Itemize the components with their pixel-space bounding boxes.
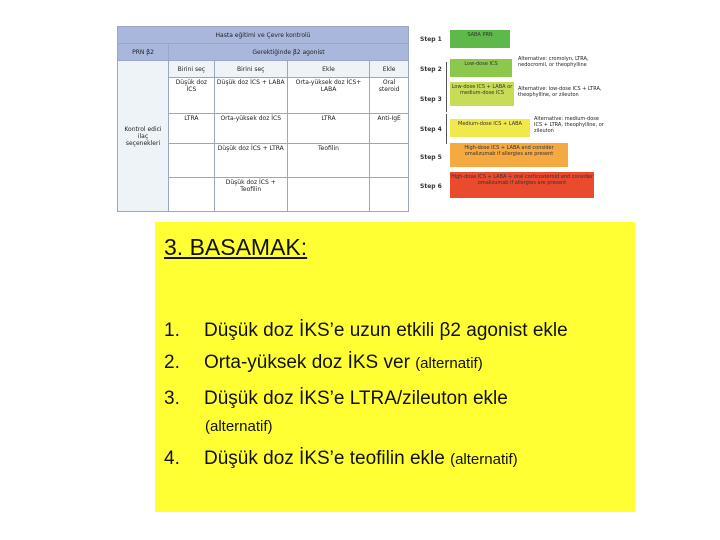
step3-panel bbox=[155, 222, 635, 512]
table-cell bbox=[169, 144, 215, 178]
step-box-4: Medium-dose ICS + LABA bbox=[450, 119, 530, 137]
table-cell: LTRA bbox=[169, 114, 215, 144]
item-alt: (alternatif) bbox=[415, 355, 483, 372]
table-cell: Düşük doz İCS bbox=[169, 78, 215, 114]
item-alt: (alternatif) bbox=[205, 418, 273, 435]
list-item bbox=[164, 320, 568, 342]
step-label: Step 2 bbox=[420, 66, 442, 73]
list-item bbox=[164, 352, 483, 374]
steps-diagram bbox=[418, 26, 604, 204]
step-box-2: Low-dose ICS bbox=[450, 59, 512, 77]
step-label: Step 5 bbox=[420, 154, 442, 161]
alternative-text: Alternative: cromolyn, LTRA, nedocromil, or theophylline bbox=[518, 56, 589, 68]
table-cell: Anti-IgE bbox=[370, 114, 409, 144]
step-label: Step 1 bbox=[420, 36, 442, 43]
side-label: Kontrol edici ilaç seçenekleri bbox=[118, 61, 169, 212]
table-cell: Orta-yüksek doz İCS bbox=[214, 114, 287, 144]
step-box-1: SABA PRN bbox=[450, 30, 510, 48]
prn-label: PRN β2 bbox=[118, 44, 169, 61]
panel-heading: 3. BASAMAK: bbox=[164, 234, 308, 260]
list-item bbox=[164, 388, 508, 410]
step-label: Step 6 bbox=[420, 183, 442, 190]
item-number: 1. bbox=[164, 320, 180, 341]
step-label: Step 4 bbox=[420, 126, 442, 133]
table-cell: Orta-yüksek doz İCS+ LABA bbox=[287, 78, 370, 114]
list-item bbox=[164, 448, 518, 470]
table-cell: Oral steroid bbox=[370, 78, 409, 114]
alternative-text: Alternative: medium-dose ICS + LTRA, theophylline, or zileuton bbox=[534, 116, 604, 134]
table-cell bbox=[370, 144, 409, 178]
item-text: Orta-yüksek doz İKS ver bbox=[204, 352, 410, 373]
step-box-3: Low-dose ICS + LABA or medium-dose ICS bbox=[450, 82, 514, 106]
item-number: 3. bbox=[164, 388, 180, 409]
item-text: Düşük doz İKS’e LTRA/zileuton ekle bbox=[204, 388, 508, 409]
alternative-text: Alternative: low-dose ICS + LTRA, theophylline, or zileuton bbox=[518, 86, 602, 98]
item-text: Düşük doz İKS’e teofilin ekle bbox=[204, 448, 445, 469]
table-cell: Ekle bbox=[370, 61, 409, 78]
step-label: Step 3 bbox=[420, 96, 442, 103]
table-cell: Düşük doz İCS + Teofilin bbox=[214, 178, 287, 212]
item-number: 4. bbox=[164, 448, 180, 469]
item-alt: (alternatif) bbox=[450, 451, 518, 468]
table-cell: Düşük doz İCS + LABA bbox=[214, 78, 287, 114]
table-cell: Düşük doz İCS + LTRA bbox=[214, 144, 287, 178]
table-cell bbox=[287, 178, 370, 212]
table-cell: Ekle bbox=[287, 61, 370, 78]
prn-desc: Gerektiğinde β2 agonist bbox=[169, 44, 409, 61]
table-cell: Birini seç bbox=[169, 61, 215, 78]
item-number: 2. bbox=[164, 352, 180, 373]
table-cell: Teofilin bbox=[287, 144, 370, 178]
table-cell: LTRA bbox=[287, 114, 370, 144]
table-cell bbox=[169, 178, 215, 212]
item-text: Düşük doz İKS’e uzun etkili β2 agonist ekle bbox=[204, 320, 568, 341]
step-box-6: High-dose ICS + LABA + oral corticosteroid and consider omalizumab if allergies are present bbox=[450, 172, 594, 198]
step-box-5: High-dose ICS + LABA and consider omalizumab if allergies are present bbox=[450, 143, 568, 167]
table-cell: Birini seç bbox=[214, 61, 287, 78]
treatment-table bbox=[117, 26, 409, 212]
table-title: Hasta eğitimi ve Çevre kontrolü bbox=[118, 27, 409, 44]
table-cell bbox=[370, 178, 409, 212]
